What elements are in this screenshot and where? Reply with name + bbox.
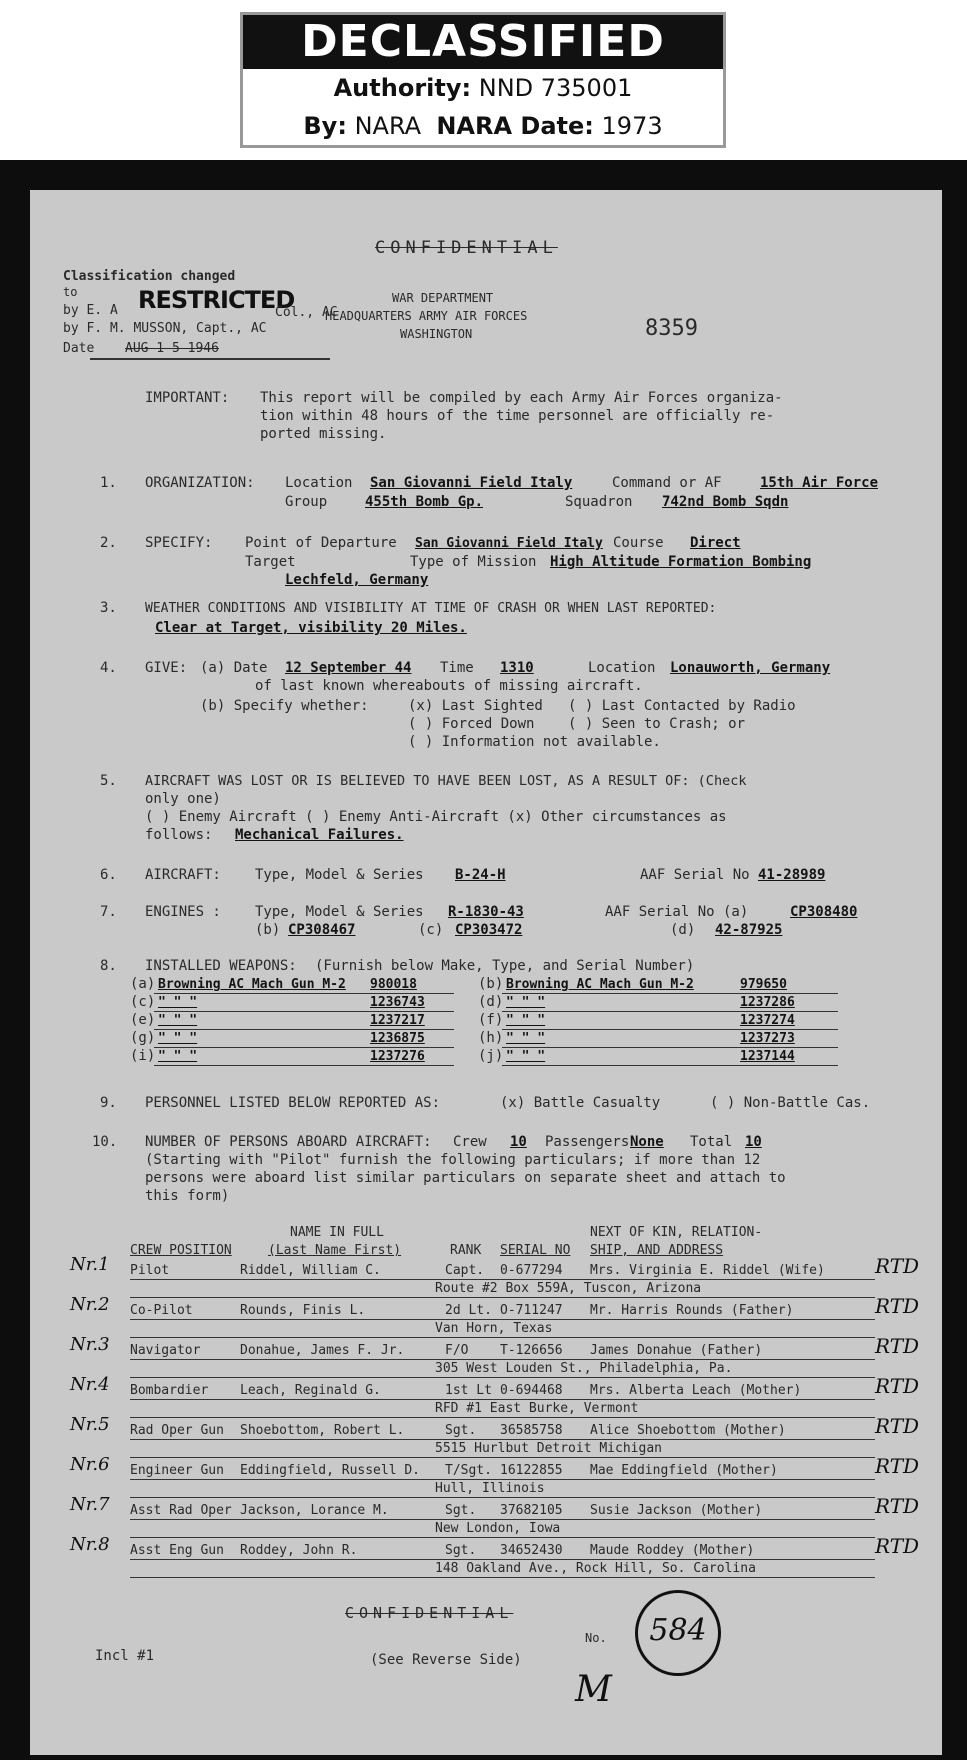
- q4-label: GIVE:: [145, 660, 188, 676]
- crew-position: Engineer Gun: [130, 1463, 224, 1478]
- crew-address: 148 Oakland Ave., Rock Hill, So. Carolina: [435, 1561, 756, 1576]
- th-kin: SHIP, AND ADDRESS: [590, 1243, 724, 1258]
- crew-name: Jackson, Lorance M.: [240, 1503, 389, 1518]
- crew-name: Leach, Reginald G.: [240, 1383, 381, 1398]
- q4-number: 4.: [100, 660, 117, 676]
- crew-status-rtd: RTD: [875, 1334, 920, 1358]
- crew-next-of-kin: Susie Jackson (Mother): [590, 1503, 763, 1518]
- crew-handwritten-number: Nr.1: [70, 1254, 110, 1275]
- weapon-serial: 1237274: [740, 1013, 795, 1028]
- th-name-top: NAME IN FULL: [290, 1225, 384, 1240]
- crew-handwritten-number: Nr.8: [70, 1534, 110, 1555]
- weapon-letter: (f): [478, 1012, 504, 1028]
- q6-type-value: B-24-H: [455, 867, 506, 883]
- crew-next-of-kin: Maude Roddey (Mother): [590, 1543, 755, 1558]
- crew-rule: [130, 1319, 875, 1320]
- q9-number: 9.: [100, 1095, 117, 1111]
- weapon-make: " " ": [158, 995, 198, 1010]
- crew-rank: T/Sgt.: [445, 1463, 492, 1478]
- q2-mission-label: Type of Mission: [410, 554, 537, 570]
- crew-rule: [130, 1559, 875, 1560]
- q5-only-one: only one): [145, 791, 221, 807]
- crew-status-rtd: RTD: [875, 1494, 920, 1518]
- banner-authority: [243, 69, 723, 107]
- date-stamp-label: Date: [63, 341, 95, 356]
- weapon-make: " " ": [506, 1013, 546, 1028]
- changed-by: by E. A: [63, 303, 118, 318]
- crew-handwritten-number: Nr.2: [70, 1294, 110, 1315]
- q6-type-label: Type, Model & Series: [255, 867, 424, 883]
- q3-label: WEATHER CONDITIONS AND VISIBILITY AT TIME OF CRASH OR WHEN LAST REPORTED:: [145, 601, 717, 616]
- th-kin-top: NEXT OF KIN, RELATION-: [590, 1225, 763, 1240]
- q10-crew-label: Crew: [453, 1134, 487, 1150]
- q4-location-label: Location: [588, 660, 656, 676]
- crew-serial: 16122855: [500, 1463, 563, 1478]
- crew-serial: 34652430: [500, 1543, 563, 1558]
- q5-label: AIRCRAFT WAS LOST OR IS BELIEVED TO HAVE BEEN LOST, AS A RESULT OF: (Check: [145, 773, 747, 789]
- crew-rule: [130, 1457, 875, 1458]
- crew-rank: 1st Lt: [445, 1383, 492, 1398]
- q9-battle-casualty: (x) Battle Casualty: [500, 1095, 661, 1111]
- q1-location-value: San Giovanni Field Italy: [370, 475, 573, 491]
- th-rank: RANK: [450, 1243, 482, 1258]
- q10-label: NUMBER OF PERSONS ABOARD AIRCRAFT:: [145, 1134, 432, 1150]
- q4-forced-down: ( ) Forced Down: [408, 716, 535, 732]
- crew-handwritten-number: Nr.4: [70, 1374, 110, 1395]
- crew-next-of-kin: Mrs. Virginia E. Riddel (Wife): [590, 1263, 825, 1278]
- date-stamp-value: AUG 1 5 1946: [125, 341, 219, 356]
- q10-instructions-1: (Starting with "Pilot" furnish the following particulars; if more than 12: [145, 1152, 761, 1168]
- report-number: 8359: [645, 316, 698, 341]
- crew-name: Eddingfield, Russell D.: [240, 1463, 421, 1478]
- weapon-serial: 1236875: [370, 1031, 425, 1046]
- crew-status-rtd: RTD: [875, 1534, 920, 1558]
- crew-status-rtd: RTD: [875, 1454, 920, 1478]
- important-line-3: ported missing.: [260, 426, 387, 442]
- weapon-serial: 980018: [370, 977, 417, 992]
- q10-passengers-value: None: [630, 1134, 664, 1150]
- crew-rule: [130, 1359, 875, 1360]
- weapon-serial: 1236743: [370, 995, 425, 1010]
- crew-status-rtd: RTD: [875, 1294, 920, 1318]
- q7-d-label: (d): [670, 922, 696, 938]
- report-page: [30, 190, 942, 1755]
- q5-options: ( ) Enemy Aircraft ( ) Enemy Anti-Aircraft (x) Other circumstances as: [145, 809, 727, 825]
- q10-instructions-3: this form): [145, 1188, 230, 1204]
- weapon-make: " " ": [506, 995, 546, 1010]
- crew-position: Co-Pilot: [130, 1303, 193, 1318]
- crew-rule: [130, 1337, 875, 1338]
- q7-engine-a: CP308480: [790, 904, 858, 920]
- crew-status-rtd: RTD: [875, 1374, 920, 1398]
- q7-engine-b: CP308467: [288, 922, 356, 938]
- q4-last-contacted: ( ) Last Contacted by Radio: [568, 698, 796, 714]
- q6-number: 6.: [100, 867, 117, 883]
- q4-specify-label: (b) Specify whether:: [200, 698, 369, 714]
- q1-label: ORGANIZATION:: [145, 475, 255, 491]
- circled-number-value: 584: [649, 1613, 707, 1648]
- q4-last-sighted: (x) Last Sighted: [408, 698, 543, 714]
- q9-label: PERSONNEL LISTED BELOW REPORTED AS:: [145, 1095, 441, 1111]
- q10-total-label: Total: [690, 1134, 733, 1150]
- authority-value: NND 735001: [478, 74, 633, 102]
- crew-status-rtd: RTD: [875, 1254, 920, 1278]
- weapon-make: Browning AC Mach Gun M-2: [506, 977, 694, 992]
- declassification-banner: [240, 12, 726, 148]
- crew-position: Pilot: [130, 1263, 170, 1278]
- important-label: IMPORTANT:: [145, 390, 230, 406]
- classification-to: to: [63, 285, 78, 299]
- q2-label: SPECIFY:: [145, 535, 213, 551]
- crew-status-rtd: RTD: [875, 1414, 920, 1438]
- q2-number: 2.: [100, 535, 117, 551]
- headquarters: HEADQUARTERS ARMY AIR FORCES: [325, 309, 528, 323]
- q4-location-value: Lonauworth, Germany: [670, 660, 831, 676]
- crew-name: Donahue, James F. Jr.: [240, 1343, 405, 1358]
- q7-engine-d: 42-87925: [715, 922, 783, 938]
- banner-by: [243, 107, 723, 145]
- crew-name: Rounds, Finis L.: [240, 1303, 366, 1318]
- by-label: By:: [303, 112, 347, 140]
- weapon-serial: 1237286: [740, 995, 795, 1010]
- weapon-letter: (h): [478, 1030, 504, 1046]
- q7-label: ENGINES :: [145, 904, 221, 920]
- classification-changed: Classification changed: [63, 269, 236, 284]
- date-stamp-rule: [90, 358, 330, 360]
- q10-crew-value: 10: [510, 1134, 527, 1150]
- crew-address: 5515 Hurlbut Detroit Michigan: [435, 1441, 662, 1456]
- q5-follows-value: Mechanical Failures.: [235, 827, 404, 843]
- weapon-make: " " ": [506, 1049, 546, 1064]
- crew-rank: Sgt.: [445, 1423, 477, 1438]
- crew-rule: [130, 1497, 875, 1498]
- scanned-document: [0, 160, 967, 1760]
- crew-rule: [130, 1279, 875, 1280]
- crew-position: Navigator: [130, 1343, 201, 1358]
- authority-label: Authority:: [333, 74, 472, 102]
- crew-serial: 37682105: [500, 1503, 563, 1518]
- q4-whereabouts: of last known whereabouts of missing aircraft.: [255, 678, 643, 694]
- weapon-serial: 1237273: [740, 1031, 795, 1046]
- weapon-make: " " ": [158, 1049, 198, 1064]
- q7-type-value: R-1830-43: [448, 904, 524, 920]
- q4-seen-crash: ( ) Seen to Crash; or: [568, 716, 746, 732]
- circled-number-label: No.: [585, 1631, 607, 1645]
- q8-hint: (Furnish below Make, Type, and Serial Number): [315, 958, 695, 974]
- washington: WASHINGTON: [400, 327, 473, 341]
- q4-info-not-available: ( ) Information not available.: [408, 734, 661, 750]
- q7-number: 7.: [100, 904, 117, 920]
- weapon-rule: [154, 1065, 454, 1066]
- crew-rule: [130, 1519, 875, 1520]
- q7-b-label: (b): [255, 922, 281, 938]
- crew-rank: Capt.: [445, 1263, 485, 1278]
- q4-date-label: (a) Date: [200, 660, 268, 676]
- classification-bottom: CONFIDENTIAL: [345, 1604, 514, 1622]
- q8-label: INSTALLED WEAPONS:: [145, 958, 297, 974]
- q1-command-value: 15th Air Force: [760, 475, 879, 491]
- th-serial: SERIAL NO: [500, 1243, 571, 1258]
- crew-rule: [130, 1297, 875, 1298]
- th-position: CREW POSITION: [130, 1243, 232, 1258]
- crew-rule: [130, 1417, 875, 1418]
- nara-date-value: 1973: [601, 112, 663, 140]
- crew-handwritten-number: Nr.6: [70, 1454, 110, 1475]
- q4-time-label: Time: [440, 660, 474, 676]
- crew-rule: [130, 1577, 875, 1578]
- crew-position: Bombardier: [130, 1383, 209, 1398]
- q1-command-label: Command or AF: [612, 475, 722, 491]
- crew-rank: Sgt.: [445, 1503, 477, 1518]
- by-value: NARA: [354, 112, 422, 140]
- changed-by-fm: by F. M. MUSSON, Capt., AC: [63, 321, 267, 336]
- q2-course-label: Course: [613, 535, 664, 551]
- q1-squadron-value: 742nd Bomb Sqdn: [662, 494, 789, 510]
- weapon-serial: 1237217: [370, 1013, 425, 1028]
- q2-target-value: Lechfeld, Germany: [285, 572, 429, 588]
- restricted-stamp: RESTRICTED: [138, 286, 295, 314]
- q6-serial-value: 41-28989: [758, 867, 826, 883]
- weapon-rule: [502, 1065, 838, 1066]
- crew-serial: T-126656: [500, 1343, 563, 1358]
- q3-number: 3.: [100, 600, 117, 616]
- crew-serial: 0-677294: [500, 1263, 563, 1278]
- crew-serial: 36585758: [500, 1423, 563, 1438]
- q2-departure-label: Point of Departure: [245, 535, 397, 551]
- crew-next-of-kin: Alice Shoebottom (Mother): [590, 1423, 786, 1438]
- crew-position: Asst Rad Oper: [130, 1503, 232, 1518]
- q5-follows-label: follows:: [145, 827, 213, 843]
- crew-rank: Sgt.: [445, 1543, 477, 1558]
- crew-handwritten-number: Nr.7: [70, 1494, 110, 1515]
- q9-non-battle: ( ) Non-Battle Cas.: [710, 1095, 871, 1111]
- classification-top: CONFIDENTIAL: [375, 238, 558, 258]
- q1-squadron-label: Squadron: [565, 494, 633, 510]
- crew-next-of-kin: Mr. Harris Rounds (Father): [590, 1303, 794, 1318]
- crew-name: Riddel, William C.: [240, 1263, 381, 1278]
- crew-position: Asst Eng Gun: [130, 1543, 224, 1558]
- crew-rule: [130, 1537, 875, 1538]
- crew-handwritten-number: Nr.3: [70, 1334, 110, 1355]
- crew-next-of-kin: James Donahue (Father): [590, 1343, 763, 1358]
- crew-rule: [130, 1479, 875, 1480]
- q10-number: 10.: [92, 1134, 118, 1150]
- th-name: (Last Name First): [268, 1243, 402, 1258]
- q2-target-label: Target: [245, 554, 296, 570]
- crew-address: Route #2 Box 559A, Tuscon, Arizona: [435, 1281, 702, 1296]
- crew-address: 305 West Louden St., Philadelphia, Pa.: [435, 1361, 733, 1376]
- nara-date-label: NARA Date:: [436, 112, 594, 140]
- q7-serial-label: AAF Serial No (a): [605, 904, 749, 920]
- q2-course-value: Direct: [690, 535, 741, 551]
- crew-position: Rad Oper Gun: [130, 1423, 224, 1438]
- banner-title: DECLASSIFIED: [243, 15, 723, 69]
- q6-serial-label: AAF Serial No: [640, 867, 750, 883]
- q4-date-value: 12 September 44: [285, 660, 412, 676]
- q10-total-value: 10: [745, 1134, 762, 1150]
- weapon-letter: (e): [130, 1012, 156, 1028]
- crew-address: Van Horn, Texas: [435, 1321, 553, 1336]
- weapon-make: " " ": [506, 1031, 546, 1046]
- weapon-letter: (i): [130, 1048, 156, 1064]
- q1-number: 1.: [100, 475, 117, 491]
- q2-departure-value: San Giovanni Field Italy: [415, 536, 603, 551]
- crew-rank: 2d Lt.: [445, 1303, 492, 1318]
- handwritten-initial: M: [575, 1669, 612, 1710]
- crew-address: RFD #1 East Burke, Vermont: [435, 1401, 639, 1416]
- q10-instructions-2: persons were aboard list similar particulars on separate sheet and attach to: [145, 1170, 786, 1186]
- q7-c-label: (c): [418, 922, 444, 938]
- crew-next-of-kin: Mrs. Alberta Leach (Mother): [590, 1383, 802, 1398]
- weapon-make: Browning AC Mach Gun M-2: [158, 977, 346, 992]
- crew-next-of-kin: Mae Eddingfield (Mother): [590, 1463, 778, 1478]
- inclosure-note: Incl #1: [95, 1648, 155, 1664]
- q7-engine-c: CP303472: [455, 922, 523, 938]
- crew-name: Roddey, John R.: [240, 1543, 358, 1558]
- weapon-make: " " ": [158, 1031, 198, 1046]
- q8-number: 8.: [100, 958, 117, 974]
- q1-group-value: 455th Bomb Gp.: [365, 494, 484, 510]
- see-reverse-side: (See Reverse Side): [370, 1652, 522, 1668]
- crew-serial: O-711247: [500, 1303, 563, 1318]
- weapon-serial: 979650: [740, 977, 787, 992]
- q2-mission-value: High Altitude Formation Bombing: [550, 554, 812, 570]
- crew-rule: [130, 1377, 875, 1378]
- weapon-letter: (c): [130, 994, 156, 1010]
- weapon-serial: 1237276: [370, 1049, 425, 1064]
- q1-group-label: Group: [285, 494, 328, 510]
- weapon-letter: (d): [478, 994, 504, 1010]
- crew-rule: [130, 1439, 875, 1440]
- changed-by-rank: Col., AC: [275, 305, 338, 320]
- crew-serial: 0-694468: [500, 1383, 563, 1398]
- weapon-letter: (b): [478, 976, 504, 992]
- war-department: WAR DEPARTMENT: [392, 291, 494, 305]
- crew-name: Shoebottom, Robert L.: [240, 1423, 405, 1438]
- crew-address: Hull, Illinois: [435, 1481, 545, 1496]
- weapon-serial: 1237144: [740, 1049, 795, 1064]
- crew-handwritten-number: Nr.5: [70, 1414, 110, 1435]
- q7-type-label: Type, Model & Series: [255, 904, 424, 920]
- weapon-letter: (j): [478, 1048, 504, 1064]
- weapon-letter: (g): [130, 1030, 156, 1046]
- crew-address: New London, Iowa: [435, 1521, 561, 1536]
- q10-passengers-label: Passengers: [545, 1134, 630, 1150]
- circled-number: [635, 1590, 721, 1676]
- crew-rank: F/O: [445, 1343, 469, 1358]
- q5-number: 5.: [100, 773, 117, 789]
- q4-time-value: 1310: [500, 660, 534, 676]
- important-line-1: This report will be compiled by each Army Air Forces organiza-: [260, 390, 783, 406]
- q3-value: Clear at Target, visibility 20 Miles.: [155, 620, 467, 636]
- q1-location-label: Location: [285, 475, 353, 491]
- important-line-2: tion within 48 hours of the time personnel are officially re-: [260, 408, 775, 424]
- weapon-letter: (a): [130, 976, 156, 992]
- weapon-make: " " ": [158, 1013, 198, 1028]
- q6-label: AIRCRAFT:: [145, 867, 221, 883]
- crew-rule: [130, 1399, 875, 1400]
